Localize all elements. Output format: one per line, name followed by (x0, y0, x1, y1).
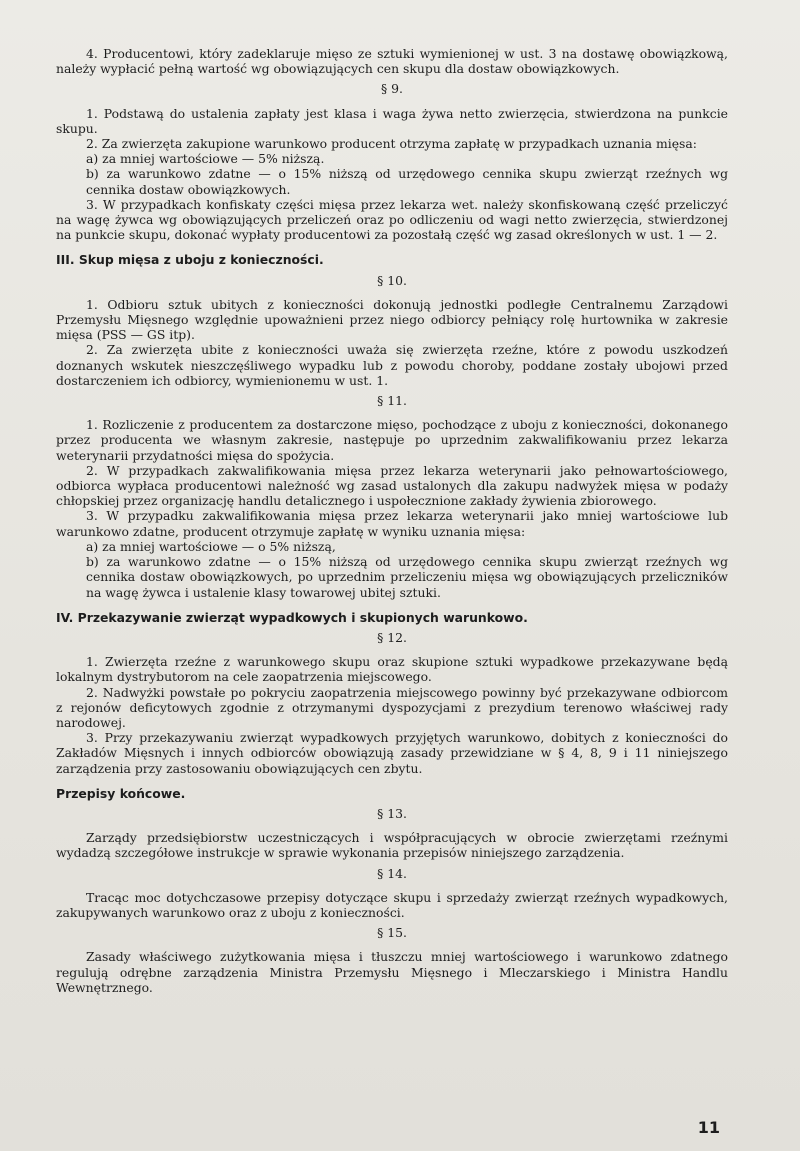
section-mark: § 10. (377, 272, 407, 288)
paragraph: 1. Zwierzęta rzeźne z warunkowego skupu oraz skupione sztuki wypadkowe przekazywane będą lokalnym dystrybutorom na cele zaopatrzenia miejscowego. (56, 654, 728, 685)
paragraph: 2. Za zwierzęta zakupione warunkowo producent otrzyma zapłatę w przypadkach uznania mięsa: (86, 136, 697, 152)
section-mark: § 12. (377, 629, 407, 645)
section-mark: § 11. (377, 393, 407, 409)
paragraph: 3. Przy przekazywaniu zwierząt wypadkowych przyjętych warunkowo, dobitych z konieczności do Zakładów Mięsnych i innych odbiorców obowiązują zasady przewidziane w § 4, 8, 9 i 11 niniejszego zarządzenia przy zastosowaniu obowiązujących cen zbytu. (56, 730, 728, 776)
section-mark: § 13. (377, 805, 407, 821)
paragraph: 2. Nadwyżki powstałe po pokryciu zaopatrzenia miejscowego powinny być przekazywane odbiorcom z rejonów deficytowych zgodnie z otrzymanymi dyspozycjami z prezydium terenowo właściwej rady narodowej. (56, 684, 728, 730)
chapter-heading: III. Skup mięsa z uboju z konieczności. (56, 252, 324, 268)
list-item: a) za mniej wartościowe — o 5% niższą, (86, 538, 336, 554)
paragraph: Zarządy przedsiębiorstw uczestniczących i współpracujących w obrocie zwierzętami rzeźnymi wydadzą szczegółowe instrukcje w sprawie wykonania przepisów niniejszego zarządzenia. (56, 830, 728, 861)
paragraph: 1. Rozliczenie z producentem za dostarczone mięso, pochodzące z uboju z konieczności, dokonanego przez producenta we własnym zakresie, następuje po uprzednim zakwalifikowaniu przez lekarza weterynarii przydatności mięsa do spożycia. (56, 417, 728, 463)
paragraph: 4. Producentowi, który zadeklaruje mięso ze sztuki wymienionej w ust. 3 na dostawę obowiązkową, należy wypłacić pełną wartość wg obowiązujących cen skupu dla dostaw obowiązkowych. (56, 46, 728, 77)
list-item: a) za mniej wartościowe — 5% niższą. (86, 151, 325, 167)
section-mark: § 15. (377, 925, 407, 941)
page-number: 11 (697, 1118, 720, 1137)
paragraph: 3. W przypadkach konfiskaty części mięsa przez lekarza wet. należy skonfiskowaną część przeliczyć na wagę żywca wg obowiązujących przeliczeń oraz po odliczeniu od wagi netto zwierzęcia, stwierdzonej na punkcie skupu, dokonać wypłaty producentowi za pozostałą część wg zasad określonych w ust. 1 — 2. (56, 196, 728, 243)
paragraph: 1. Podstawą do ustalenia zapłaty jest klasa i waga żywa netto zwierzęcia, stwierdzona na punkcie skupu. (56, 105, 728, 136)
chapter-heading: Przepisy końcowe. (56, 785, 186, 801)
list-item: b) za warunkowo zdatne — o 15% niższą od urzędowego cennika skupu zwierząt rzeźnych wg cennika dostaw obowiązkowych. (86, 166, 728, 197)
chapter-heading: IV. Przekazywanie zwierząt wypadkowych i skupionych warunkowo. (56, 609, 528, 625)
section-mark: § 14. (377, 865, 407, 881)
document-body (56, 46, 728, 995)
section-mark: § 9. (381, 81, 403, 97)
paragraph: 2. W przypadkach zakwalifikowania mięsa przez lekarza weterynarii jako pełnowartościowego, odbiorca wypłaca producentowi należność wg zasad ustalonych dla zakupu nadwyżek mięsa w podaży chłopskiej przez organizację handlu detalicznego i uspołecznione zakłady żywienia zbiorowego. (56, 462, 728, 509)
paragraph: Zasady właściwego zużytkowania mięsa i tłuszczu mniej wartościowego i warunkowo zdatnego regulują odrębne zarządzenia Ministra Przemysłu Mięsnego i Mleczarskiego i Ministra Handlu Wewnętrznego. (56, 949, 728, 995)
paragraph: 3. W przypadku zakwalifikowania mięsa przez lekarza weterynarii jako mniej wartościowe lub warunkowo zdatne, producent otrzymuje zapłatę w wyniku uznania mięsa: (56, 508, 728, 539)
list-item: b) za warunkowo zdatne — o 15% niższą od urzędowego cennika skupu zwierząt rzeźnych wg cennika dostaw obowiązkowych, po uprzednim przeliczeniu mięsa wg obowiązujących przeliczników na wagę żywca i ustalenie klasy towarowej ubitej sztuki. (86, 554, 728, 600)
paragraph: Tracąc moc dotychczasowe przepisy dotyczące skupu i sprzedaży zwierząt rzeźnych wypadkowych, zakupywanych warunkowo oraz z uboju z konieczności. (56, 889, 728, 920)
paragraph: 2. Za zwierzęta ubite z konieczności uważa się zwierzęta rzeźne, które z powodu uszkodzeń doznanych wskutek nieszczęśliwego wypadku lub z powodu choroby, poddane zostały ubojowi przed dostarczeniem ich odbiorcy, wymienionemu w ust. 1. (56, 342, 728, 388)
paragraph: 1. Odbioru sztuk ubitych z konieczności dokonują jednostki podległe Centralnemu Zarządowi Przemysłu Mięsnego względnie upoważnieni przez niego odbiorcy pełniący rolę hurtownika w zakresie mięsa (PSS — GS itp). (56, 296, 728, 343)
